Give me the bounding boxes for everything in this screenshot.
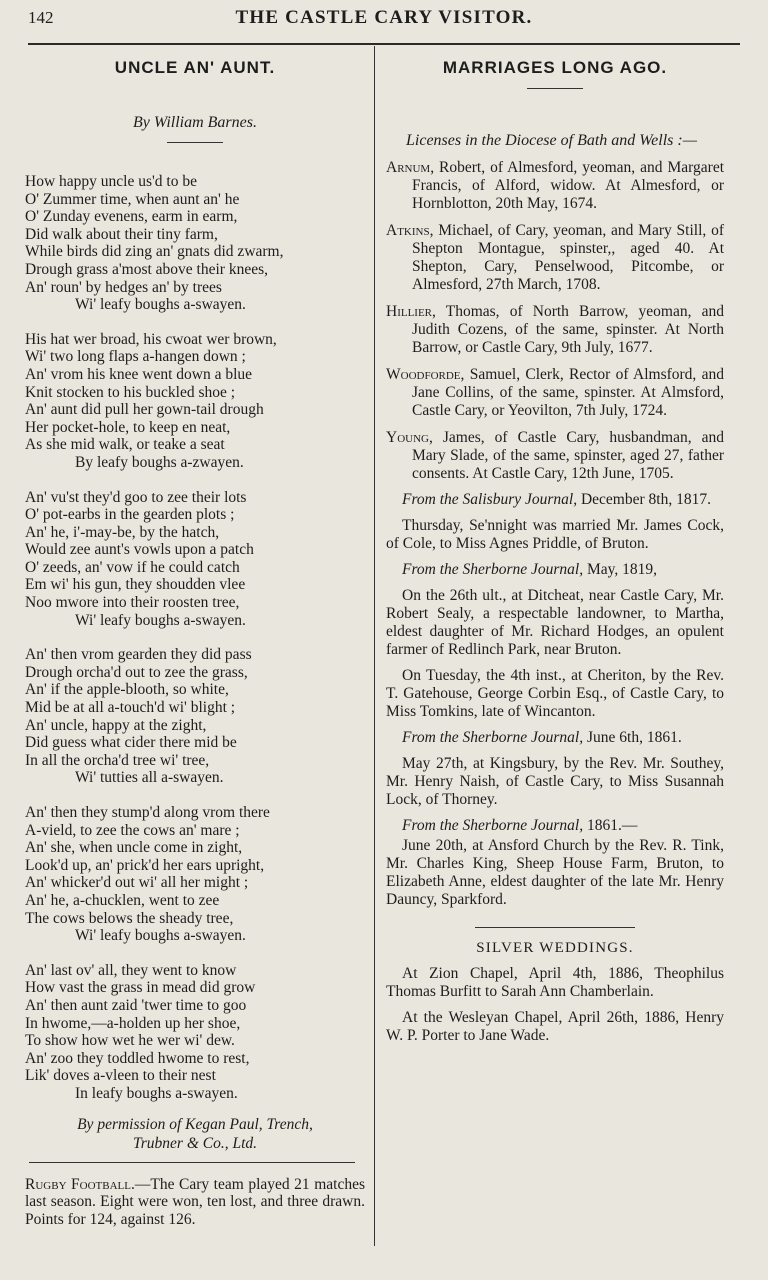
license-text: , Michael, of Cary, yeoman, and Mary Still, of Shepton Montague, spinster,, aged 40. At Shepton, Cary, Penselwood, Pitcombe, or Almesford, 27th March, 1708. [412,222,724,293]
source-line [386,729,724,747]
running-title: THE CASTLE CARY VISITOR. [235,7,533,28]
notice: On Tuesday, the 4th inst., at Cheriton, by the Rev. T. Gatehouse, George Corbin Esq., of Castle Cary, to Miss Tomkins, late of Wincanton. [386,667,724,720]
license-text: , James, of Castle Cary, husbandman, and Mary Slade, of the same, spinster, aged 27, father consents. At Castle Cary, 12th June, 1705. [412,429,724,482]
poem-line: An' he, a-chucklen, went to zee [25,891,220,909]
license-name: Hillier [386,303,433,320]
poem-refrain: Wi' leafy boughs a-swayen. [75,296,246,314]
poem-line: Em wi' his gun, they shoudden vlee [25,576,246,594]
stanza [25,804,365,945]
poem-line: Look'd up, an' prick'd her ears upright, [25,856,265,874]
poem-line: Knit stocken to his buckled shoe ; [25,383,236,401]
header-rule [28,43,740,45]
poem-line: To show how wet he wer wi' dew. [25,1032,235,1050]
poem-line: An' she, when uncle come in zight, [25,839,243,857]
poem-line: An' roun' by hedges an' by trees [25,278,222,296]
notice: Thursday, Se'nnight was married Mr. James Cock, of Cole, to Miss Agnes Priddle, of Bruton. [386,517,724,552]
permission-line: Trubner & Co., Ltd. [132,1134,258,1152]
rugby-text: —The Cary team played 21 matches last season. Eight were won, ten lost, and three drawn. Points for 124, against 126. [25,1175,365,1228]
byline-rule [167,142,223,143]
notice: June 20th, at Ansford Church by the Rev. R. Tink, Mr. Charles King, Sheep House Farm, Bruton, to Elizabeth Anne, eldest daughter of the late Mr. Henry Dauncy, Sparkford. [386,837,724,908]
poem-refrain: By leafy boughs a-zwayen. [75,453,244,471]
poem-line: An' vu'st they'd goo to zee their lots [25,488,247,506]
poem-line: An' uncle, happy at the zight, [25,716,207,734]
source-name: From the Sherborne Journal, [402,817,584,834]
poem-line: O' Zunday evenens, earm in earm, [25,208,238,226]
poem-line: An' if the apple-blooth, so white, [25,681,229,699]
right-column [386,52,724,1045]
source-name: From the Salisbury Journal, [402,491,578,508]
poem-byline: By William Barnes. [133,114,257,131]
poem-line: Did walk about their tiny farm, [25,225,218,243]
column-divider [374,46,375,1246]
poem-line: An' then they stump'd along vrom there [25,804,270,821]
notice: May 27th, at Kingsbury, by the Rev. Mr. Southey, Mr. Henry Naish, of Castle Cary, to Miss Susannah Lock, of Thorney. [386,755,724,808]
notice: At Zion Chapel, April 4th, 1886, Theophilus Thomas Burfitt to Sarah Ann Chamberlain. [386,965,724,1000]
license-name: Young [386,429,429,446]
notice: On the 26th ult., at Ditcheat, near Castle Cary, Mr. Robert Sealy, a respectable landowner, to Martha, eldest daughter of Mr. Richard Hodges, an opulent farmer of Redlinch Park, near Bruton. [386,587,724,658]
poem-line: O' Zummer time, when aunt an' he [25,190,240,208]
section-rule [29,1162,355,1163]
poem [25,173,365,1103]
license-entry [386,222,724,294]
stanza [25,646,365,787]
page-number: 142 [28,8,54,27]
license-entry [386,366,724,420]
poem-line: Did guess what cider there mid be [25,734,237,752]
poem-line: Her pocket-hole, to keep en neat, [25,418,231,436]
license-name: Arnum [386,159,431,176]
marriages-title: MARRIAGES LONG AGO. [442,58,668,77]
poem-line: His hat wer broad, his cwoat wer brown, [25,330,277,348]
poem-line: O' pot-earbs in the gearden plots ; [25,506,235,524]
poem-line: The cows belows the sheady tree, [25,909,234,927]
poem-refrain: Wi' tutties all a-swayen. [75,769,224,787]
rugby-paragraph [25,1176,365,1229]
license-text: , Thomas, of North Barrow, yeoman, and Judith Cozens, of the same, spinster. At North Barrow, or Castle Cary, 9th July, 1677. [412,303,724,356]
poem-refrain: Wi' leafy boughs a-swayen. [75,611,246,629]
stanza [25,962,365,1103]
stanza [25,173,365,314]
source-line [386,561,724,579]
poem-line: How happy uncle us'd to be [25,173,197,190]
license-text: , Samuel, Clerk, Rector of Almsford, and Jane Collins, of the same, spinster. At Almsford, Castle Cary, or Yeovilton, 7th July, 1724. [412,366,724,419]
source-date: December 8th, 1817. [577,491,711,508]
license-name: Woodforde [386,366,461,383]
poem-line: Lik' doves a-vleen to their nest [25,1067,216,1085]
notice: At the Wesleyan Chapel, April 26th, 1886, Henry W. P. Porter to Jane Wade. [386,1009,724,1044]
permission-line: By permission of Kegan Paul, Trench, [77,1115,313,1133]
source-date: 1861.— [583,817,638,834]
poem-line: An' last ov' all, they went to know [25,961,237,979]
poem-line: An' zoo they toddled hwome to rest, [25,1049,250,1067]
poem-line: Would zee aunt's vowls upon a patch [25,541,254,559]
source-name: From the Sherborne Journal, [402,729,584,746]
left-column [25,52,365,1228]
license-text: , Robert, of Almesford, yeoman, and Margaret Francis, of Alford, widow. At Almesford, or Hornblotton, 20th May, 1674. [412,159,724,212]
poem-refrain: Wi' leafy boughs a-swayen. [75,927,246,945]
poem-line: As she mid walk, or teake a seat [25,436,225,454]
poem-title: UNCLE AN' AUNT. [114,58,276,77]
poem-line: Mid be at all a-touch'd wi' blight ; [25,699,236,717]
section-rule [475,927,635,928]
poem-line: O' zeeds, an' vow if he could catch [25,558,240,576]
permission-note [25,1115,365,1153]
poem-refrain: In leafy boughs a-swayen. [75,1084,238,1102]
licenses-intro: Licenses in the Diocese of Bath and Wells :— [406,132,697,149]
source-line [386,817,724,835]
source-date: June 6th, 1861. [583,729,682,746]
poem-line: Noo mwore into their roosten tree, [25,594,240,612]
license-entry [386,303,724,357]
stanza [25,331,365,472]
license-name: Atkins [386,222,430,239]
poem-line: An' then vrom gearden they did pass [25,646,252,664]
poem-line: How vast the grass in mead did grow [25,979,256,997]
silver-weddings-title: SILVER WEDDINGS. [476,940,634,956]
license-entry [386,429,724,483]
poem-line: In all the orcha'd tree wi' tree, [25,751,210,769]
poem-line: An' aunt did pull her gown-tail drough [25,401,264,419]
poem-line: Drough orcha'd out to zee the grass, [25,663,248,681]
poem-line: An' he, i'-may-be, by the hatch, [25,523,220,541]
stanza [25,489,365,630]
poem-line: A-vield, to zee the cows an' mare ; [25,821,240,839]
source-line [386,491,724,509]
poem-line: An' vrom his knee went down a blue [25,365,253,383]
poem-line: Drough grass a'most above their knees, [25,260,268,278]
license-entry [386,159,724,213]
poem-line: Wi' two long flaps a-hangen down ; [25,348,246,366]
source-date: May, 1819, [583,561,658,578]
source-name: From the Sherborne Journal, [402,561,584,578]
title-rule [527,88,583,89]
poem-line: An' then aunt zaid 'twer time to goo [25,996,247,1014]
poem-line: While birds did zing an' gnats did zwarm, [25,243,284,261]
poem-line: An' whicker'd out wi' all her might ; [25,874,249,892]
rugby-lead: Rugby Football. [25,1175,135,1193]
poem-line: In hwome,—a-holden up her shoe, [25,1014,241,1032]
